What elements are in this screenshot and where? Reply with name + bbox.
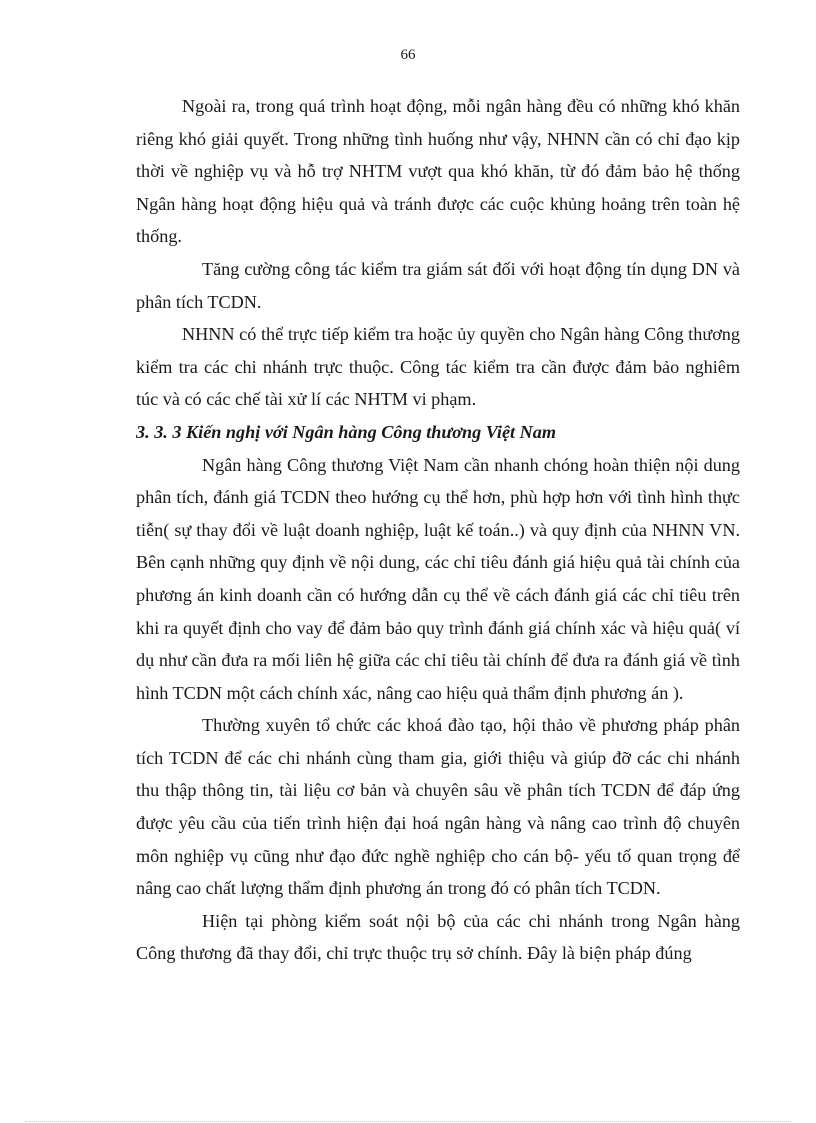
section-heading: 3. 3. 3 Kiến nghị với Ngân hàng Công thương Việt Nam bbox=[136, 421, 557, 442]
paragraph-5: Thường xuyên tổ chức các khoá đào tạo, hội thảo về phương pháp phân tích TCDN để các chi nhánh cùng tham gia, giới thiệu và giúp đỡ các chi nhánh thu thập thông tin, tài liệu cơ bản và chuyên sâu về phân tích TCDN để đáp ứng được yêu cầu của tiến trình hiện đại hoá ngân hàng và nâng cao trình độ chuyên môn nghiệp vụ cũng như đạo đức nghề nghiệp cho cán bộ- yếu tố quan trọng để nâng cao chất lượng thẩm định phương án trong đó có phân tích TCDN. bbox=[136, 715, 740, 899]
paragraph-2: Tăng cường công tác kiểm tra giám sát đối với hoạt động tín dụng DN và phân tích TCDN. bbox=[136, 258, 740, 312]
page-bottom-divider bbox=[25, 1121, 791, 1122]
paragraph-4: Ngân hàng Công thương Việt Nam cần nhanh chóng hoàn thiện nội dung phân tích, đánh giá TCDN theo hướng cụ thể hơn, phù hợp hơn với tình hình thực tiễn( sự thay đổi về luật doanh nghiệp, luật kế toán..) và quy định của NHNN VN. Bên cạnh những quy định về nội dung, các chỉ tiêu đánh giá hiệu quả tài chính của phương án kinh doanh cần có hướng dẫn cụ thể về cách đánh giá các chỉ tiêu trên khi ra quyết định cho vay để đảm bảo quy trình đánh giá chính xác và hiệu quả( ví dụ như cần đưa ra mối liên hệ giữa các chỉ tiêu tài chính để đưa ra đánh giá về tình hình TCDN một cách chính xác, nâng cao hiệu quả thẩm định phương án ). bbox=[136, 454, 740, 703]
page-number: 66 bbox=[400, 47, 416, 63]
document-body bbox=[136, 90, 740, 970]
paragraph-6: Hiện tại phòng kiểm soát nội bộ của các chi nhánh trong Ngân hàng Công thương đã thay đổi, chỉ trực thuộc trụ sở chính. Đây là biện pháp đúng bbox=[136, 910, 740, 964]
paragraph-1: Ngoài ra, trong quá trình hoạt động, mỗi ngân hàng đều có những khó khăn riêng khó giải quyết. Trong những tình huống như vậy, NHNN cần có chỉ đạo kịp thời về nghiệp vụ và hỗ trợ NHTM vượt qua khó khăn, từ đó đảm bảo hệ thống Ngân hàng hoạt động hiệu quả và tránh được các cuộc khủng hoảng trên toàn hệ thống. bbox=[136, 96, 740, 247]
paragraph-3: NHNN có thể trực tiếp kiểm tra hoặc ủy quyền cho Ngân hàng Công thương kiểm tra các chi nhánh trực thuộc. Công tác kiểm tra cần được đảm bảo nghiêm túc và có các chế tài xử lí các NHTM vi phạm. bbox=[136, 324, 740, 410]
